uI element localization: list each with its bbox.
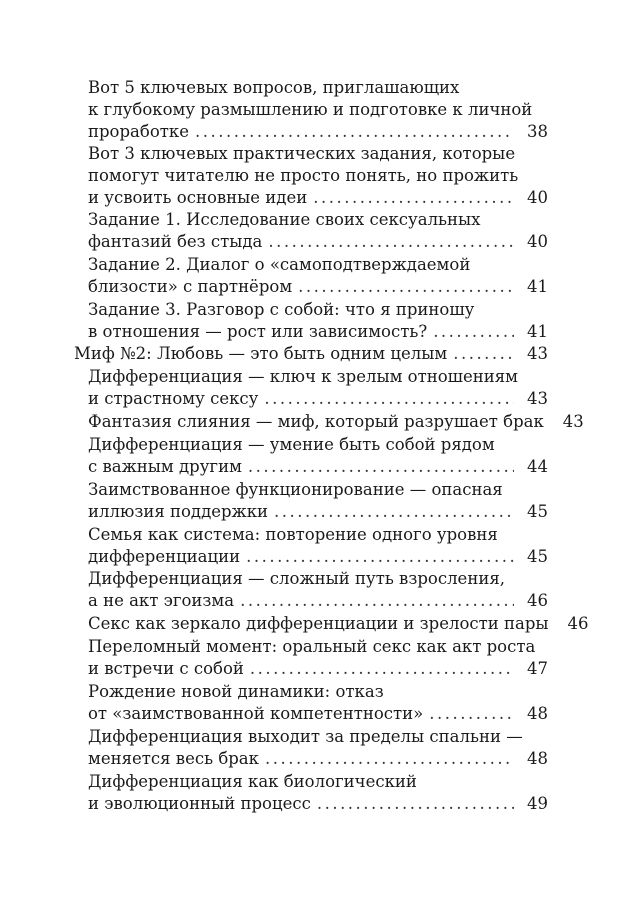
toc-entry-line: Переломный момент: оральный секс как акт роста bbox=[88, 637, 536, 656]
toc-entry-line: Дифференциация — ключ к зрелым отношениям bbox=[88, 367, 519, 386]
toc-entry bbox=[88, 143, 548, 210]
toc-entry-line: проработке bbox=[88, 122, 189, 142]
toc-page-number: 48 bbox=[527, 749, 548, 769]
toc-entry-line: и усвоить основные идеи bbox=[88, 188, 308, 208]
toc-page-number: 46 bbox=[567, 614, 589, 633]
toc-leader-dots bbox=[268, 231, 514, 253]
toc-entry-line: Дифференциация — умение быть собой рядом bbox=[88, 435, 495, 454]
toc-entry-line: Задание 2. Диалог о «самоподтверждаемой bbox=[88, 255, 471, 274]
toc-leader-dots bbox=[195, 121, 514, 143]
toc-entry-line: Вот 3 ключевых практических задания, которые bbox=[88, 144, 516, 163]
toc-page-number: 40 bbox=[527, 232, 548, 252]
toc-entry-chapter bbox=[74, 343, 548, 365]
toc-entry-line: Заимствованное функционирование — опасная bbox=[88, 480, 503, 499]
toc-leader-dots bbox=[265, 748, 514, 770]
toc-entry-line: и встречи с собой bbox=[88, 659, 244, 679]
toc-entry-line: Рождение новой динамики: отказ bbox=[88, 682, 384, 701]
toc-page-number: 43 bbox=[527, 344, 548, 363]
toc-entry-line: и страстному сексу bbox=[88, 389, 259, 409]
toc-leader-dots bbox=[240, 590, 514, 612]
toc-leader-dots bbox=[274, 501, 514, 523]
toc-leader-dots bbox=[246, 546, 514, 568]
toc-leader-dots bbox=[250, 658, 514, 680]
toc-leader-dots bbox=[317, 793, 514, 815]
toc-entry-line: Дифференциация выходит за пределы спальни — bbox=[88, 727, 523, 746]
toc-entry bbox=[88, 411, 584, 433]
toc-entry-line: и эволюционный процесс bbox=[88, 794, 311, 814]
toc-entry bbox=[88, 726, 548, 770]
toc-entry bbox=[88, 568, 548, 612]
toc-entry-line: Задание 3. Разговор с собой: что я приношу bbox=[88, 300, 475, 319]
toc-page-number: 40 bbox=[527, 188, 548, 208]
toc-page-number: 48 bbox=[527, 704, 548, 724]
toc-page-number: 41 bbox=[527, 277, 548, 297]
toc-leader-dots bbox=[433, 321, 514, 343]
toc-leader-dots bbox=[248, 456, 514, 478]
toc-entry bbox=[88, 636, 548, 680]
toc-leader-dots bbox=[264, 388, 514, 410]
toc-page-number: 45 bbox=[527, 502, 548, 522]
toc-entry-line: иллюзия поддержки bbox=[88, 502, 269, 522]
toc-entry-line: дифференциации bbox=[88, 547, 241, 567]
toc-entry-line: фантазий без стыда bbox=[88, 232, 263, 252]
toc-entry bbox=[88, 524, 548, 568]
toc-entry-line: Дифференциация как биологический bbox=[88, 772, 417, 791]
toc-page-number: 44 bbox=[527, 457, 548, 477]
toc-entry-line: Секс как зеркало дифференциации и зрелости пары bbox=[88, 614, 549, 633]
toc-page-number: 43 bbox=[527, 389, 548, 409]
toc-page-number: 47 bbox=[527, 659, 548, 679]
toc-entry-line: помогут читателю не просто понять, но прожить bbox=[88, 166, 519, 186]
toc-entry bbox=[88, 434, 548, 478]
toc-leader-dots bbox=[313, 187, 514, 209]
toc-page-number: 38 bbox=[527, 122, 548, 142]
toc-entry bbox=[88, 613, 589, 635]
toc-page-number: 49 bbox=[527, 794, 548, 814]
toc-entry bbox=[88, 209, 548, 253]
toc-page-number: 43 bbox=[562, 412, 584, 431]
toc-leader-dots bbox=[298, 276, 514, 298]
toc-entry-line: меняется весь брак bbox=[88, 749, 259, 769]
toc-entry-line: Фантазия слияния — миф, который разрушает брак bbox=[88, 412, 544, 431]
toc-entry-line: к глубокому размышлению и подготовке к личной bbox=[88, 100, 533, 120]
toc-page-number: 45 bbox=[527, 547, 548, 567]
toc-entry-line: близости» с партнёром bbox=[88, 277, 293, 297]
toc-entry-line: Дифференциация — сложный путь взросления, bbox=[88, 569, 505, 588]
toc-entry bbox=[88, 681, 548, 725]
toc-entry-line: в отношения — рост или зависимость? bbox=[88, 322, 428, 342]
toc-leader-dots bbox=[453, 343, 514, 365]
toc-entry bbox=[88, 366, 548, 410]
toc-page-number: 46 bbox=[527, 591, 548, 611]
toc-entry bbox=[88, 77, 548, 144]
toc-page-number: 41 bbox=[527, 322, 548, 342]
toc-entry bbox=[88, 299, 548, 343]
toc-entry-line: с важным другим bbox=[88, 457, 242, 477]
toc-leader-dots bbox=[429, 703, 514, 725]
toc-entry-line: Вот 5 ключевых вопросов, приглашающих bbox=[88, 78, 460, 97]
toc-entry-line: Миф №2: Любовь — это быть одним целым bbox=[74, 344, 448, 363]
toc-entry bbox=[88, 771, 548, 815]
toc-entry-line: Задание 1. Исследование своих сексуальных bbox=[88, 210, 481, 229]
toc-entry-line: а не акт эгоизма bbox=[88, 591, 235, 611]
toc-entry-line: Семья как система: повторение одного уровня bbox=[88, 525, 498, 544]
toc-entry bbox=[88, 254, 548, 298]
toc-entry-line: от «заимствованной компетентности» bbox=[88, 704, 424, 724]
toc-entry bbox=[88, 479, 548, 523]
